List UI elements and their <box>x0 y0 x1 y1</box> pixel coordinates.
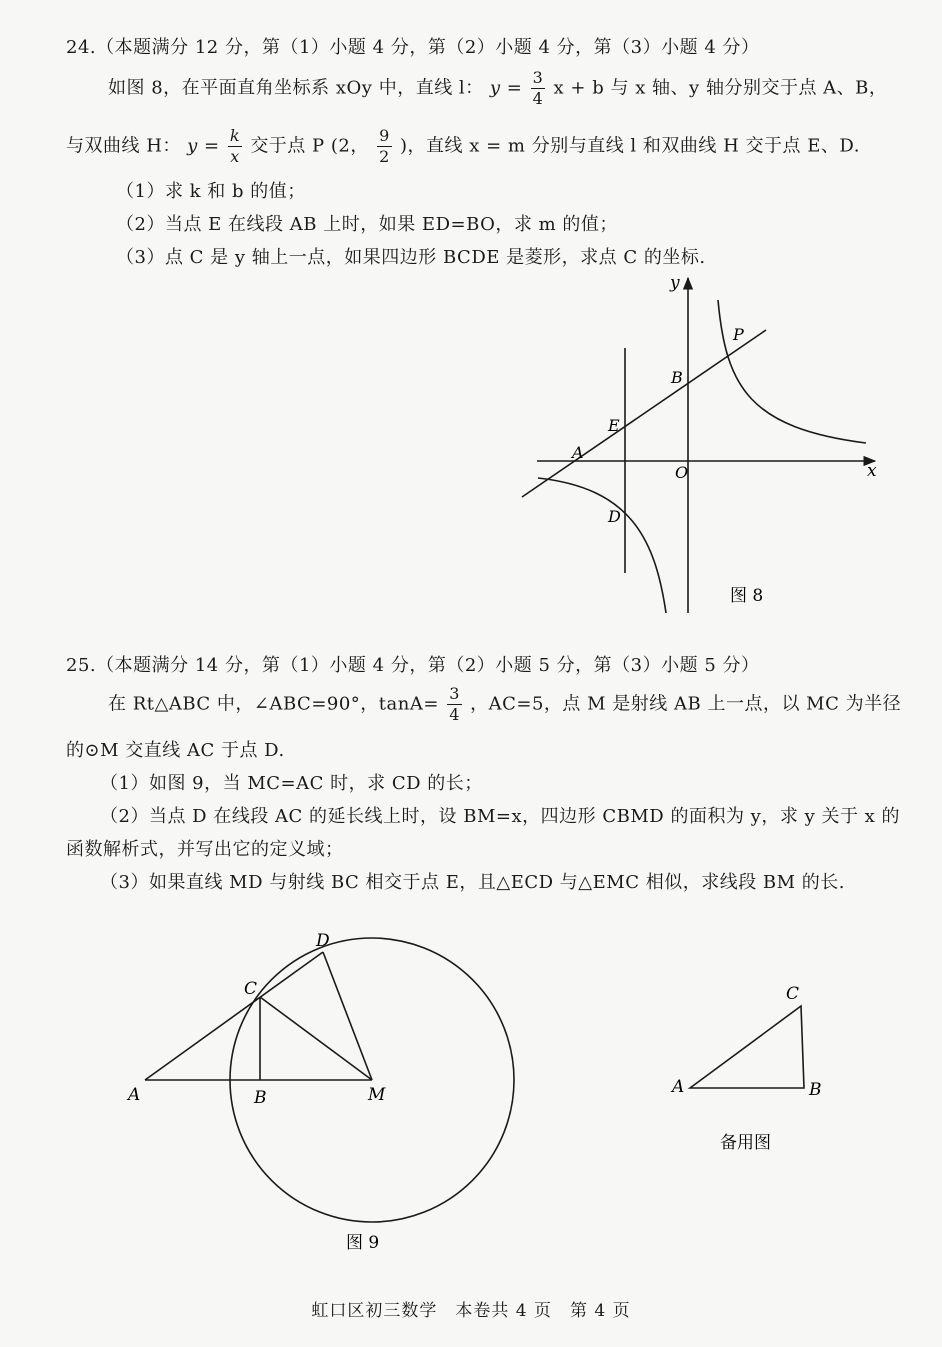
q25-intro-a-suffix: ，AC=5，点 M 是射线 AB 上一点，以 MC 为半径 <box>470 693 902 715</box>
segment-AD <box>145 952 323 1080</box>
q25-intro-b: 的⊙M 交直线 AC 于点 D. <box>66 740 285 761</box>
q25-tan-den: 4 <box>449 705 460 724</box>
q24-eq-l-den: 4 <box>532 89 544 108</box>
label-O: O <box>675 463 689 482</box>
label-D: D <box>608 507 621 526</box>
label-D: D <box>316 931 330 951</box>
q25-sub1: （1）如图 9，当 MC=AC 时，求 CD 的长； <box>100 773 483 794</box>
q24-sub1: （1）求 k 和 b 的值； <box>116 181 306 202</box>
spare-label-B: B <box>809 1080 822 1100</box>
q24-header: 24.（本题满分 12 分，第（1）小题 4 分，第（2）小题 4 分，第（3）小题 4 分） <box>66 37 760 58</box>
q24-eq-l-prefix: y = <box>489 77 523 99</box>
q24-intro-b-mid: 交于点 P (2， <box>250 135 369 157</box>
q25-header: 25.（本题满分 14 分，第（1）小题 4 分，第（2）小题 5 分，第（3）小题 5 分） <box>66 655 760 676</box>
hyperbola-branch-2 <box>538 478 666 613</box>
q24-eq-l-num: 3 <box>532 68 544 87</box>
q24-sub3: （3）点 C 是 y 轴上一点，如果四边形 BCDE 是菱形，求点 C 的坐标. <box>116 247 706 268</box>
q24-p-num: 9 <box>379 126 390 145</box>
q25-tan-num: 3 <box>449 684 460 703</box>
label-B: B <box>254 1088 267 1108</box>
label-E: E <box>608 416 620 435</box>
q24-eq-l-fraction <box>531 70 546 107</box>
q24-eq-h-num: k <box>229 126 241 145</box>
q24-p-den: 2 <box>379 147 390 166</box>
q25-sub2a: （2）当点 D 在线段 AC 的延长线上时，设 BM=x，四边形 CBMD 的面积为 y，求 y 关于 x 的 <box>100 806 901 827</box>
q24-intro-a: 如图 8，在平面直角坐标系 xOy 中，直线 l： <box>108 77 484 99</box>
hyperbola-branch-1 <box>718 300 866 443</box>
label-x: x <box>867 461 877 481</box>
page-footer: 虹口区初三数学 本卷共 4 页 第 4 页 <box>311 1301 631 1321</box>
q24-eq-h-fraction <box>228 128 242 165</box>
figure-9 <box>110 922 550 1262</box>
q24-intro-line2 <box>66 128 860 165</box>
label-A: A <box>572 443 584 462</box>
figure-8-caption: 图 8 <box>730 586 764 606</box>
spare-triangle <box>690 1006 804 1088</box>
q24-eq-h-den: x <box>230 147 240 166</box>
label-M: M <box>368 1085 386 1105</box>
spare-label-A: A <box>672 1077 685 1097</box>
label-P: P <box>733 325 744 344</box>
label-A: A <box>128 1085 141 1105</box>
q25-intro-a-prefix: 在 Rt△ABC 中，∠ABC=90°，tanA= <box>108 693 439 715</box>
figure-8 <box>500 268 900 618</box>
q24-eq-l-suffix: x + b 与 x 轴、y 轴分别交于点 A、B， <box>553 77 888 99</box>
segment-CM <box>260 997 372 1080</box>
q24-p-fraction <box>377 128 392 165</box>
spare-figure <box>660 978 840 1158</box>
q24-intro-line1 <box>108 70 887 107</box>
label-C: C <box>244 979 258 999</box>
q25-intro-line1 <box>108 686 901 723</box>
q24-intro-b-prefix: 与双曲线 H： <box>66 135 181 157</box>
segment-DM <box>323 952 372 1080</box>
line-l <box>522 330 766 497</box>
label-B: B <box>671 368 683 387</box>
spare-figure-caption: 备用图 <box>720 1133 771 1153</box>
label-y: y <box>670 273 680 293</box>
q24-intro-b-suffix: )，直线 x = m 分别与直线 l 和双曲线 H 交于点 E、D. <box>400 135 860 157</box>
q25-sub2b: 函数解析式，并写出它的定义域； <box>66 839 344 860</box>
q25-tan-fraction <box>447 686 462 723</box>
q24-sub2: （2）当点 E 在线段 AB 上时，如果 ED=BO，求 m 的值； <box>116 214 618 235</box>
figure-9-caption: 图 9 <box>346 1233 380 1253</box>
spare-label-C: C <box>786 984 800 1004</box>
q25-sub3: （3）如果直线 MD 与射线 BC 相交于点 E，且△ECD 与△EMC 相似，求线段 BM 的长. <box>100 872 846 893</box>
q24-eq-h-prefix: y = <box>187 135 220 157</box>
